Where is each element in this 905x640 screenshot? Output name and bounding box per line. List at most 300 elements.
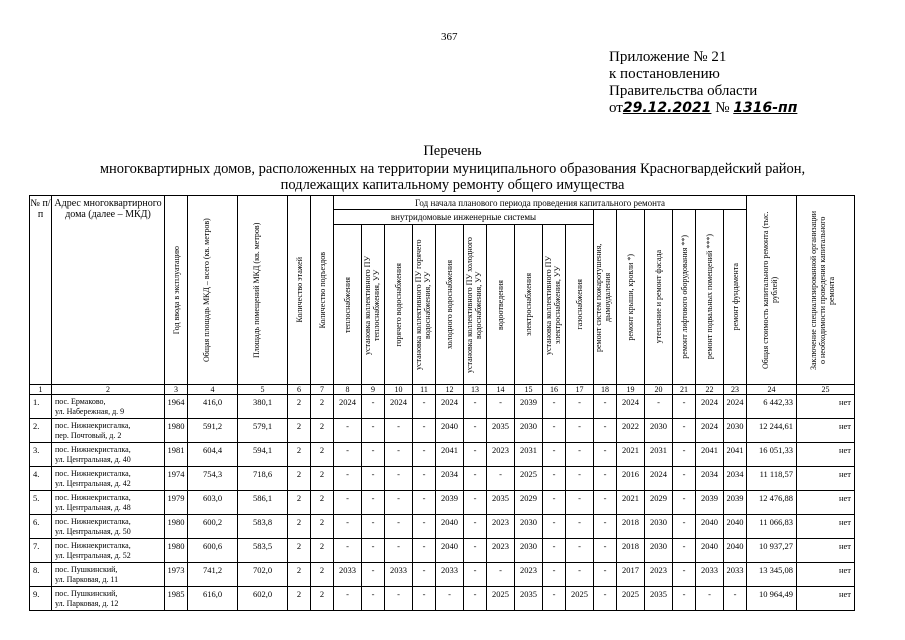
table-cell: 16 051,33: [747, 443, 797, 467]
table-cell: -: [566, 419, 594, 443]
table-cell: 2017: [617, 563, 645, 587]
table-cell: -: [543, 419, 566, 443]
table-cell: -: [543, 467, 566, 491]
table-row: [30, 587, 855, 611]
header-c10: горячего водоснабжения: [385, 225, 413, 385]
table-cell: 2030: [515, 419, 543, 443]
table-cell: -: [645, 395, 673, 419]
table-cell: -: [673, 419, 696, 443]
table-cell: 2: [311, 443, 334, 467]
table-cell: 718,6: [238, 467, 288, 491]
table-cell: -: [594, 395, 617, 419]
table-cell: 2: [288, 539, 311, 563]
header-c22: ремонт подвальных помещений ***): [696, 210, 724, 385]
table-cell: 2023: [487, 443, 515, 467]
column-number: 15: [515, 385, 543, 395]
table-cell: 2024: [385, 395, 413, 419]
appendix-line-1: Приложение № 21: [609, 49, 727, 65]
table-cell: 2040: [696, 515, 724, 539]
table-cell: 2: [311, 515, 334, 539]
table-cell: -: [566, 515, 594, 539]
table-cell: 2040: [724, 515, 747, 539]
number-prefix: №: [715, 100, 730, 116]
table-cell: 13 345,08: [747, 563, 797, 587]
table-cell: пос. Нижнекристалка, ул. Центральная, д. 42: [52, 467, 165, 491]
table-cell: нет: [797, 563, 855, 587]
table-cell: -: [594, 587, 617, 611]
table-cell: 1980: [165, 419, 188, 443]
table-cell: -: [673, 515, 696, 539]
table-cell: 600,6: [188, 539, 238, 563]
table-cell: 2021: [617, 491, 645, 515]
table-cell: 8.: [30, 563, 52, 587]
column-number: 19: [617, 385, 645, 395]
column-number: 8: [334, 385, 362, 395]
table-cell: 2033: [724, 563, 747, 587]
table-cell: 2030: [645, 539, 673, 563]
header-c11: установка коллективного ПУ горячего водоснабжения, УУ: [413, 225, 436, 385]
table-cell: 586,1: [238, 491, 288, 515]
table-cell: 2: [288, 419, 311, 443]
table-cell: 2040: [696, 539, 724, 563]
table-cell: -: [334, 515, 362, 539]
table-cell: нет: [797, 467, 855, 491]
table-cell: 2025: [515, 467, 543, 491]
table-cell: -: [673, 587, 696, 611]
appendix-line-2: к постановлению: [609, 66, 720, 82]
header-c19: ремонт крыши, кровли *): [617, 210, 645, 385]
table-cell: -: [413, 491, 436, 515]
table-cell: 2024: [724, 395, 747, 419]
table-cell: -: [385, 587, 413, 611]
table-cell: -: [566, 443, 594, 467]
table-row: [30, 491, 855, 515]
table-cell: 2023: [487, 515, 515, 539]
table-cell: 702,0: [238, 563, 288, 587]
table-cell: -: [673, 491, 696, 515]
table-row: [30, 419, 855, 443]
table-cell: 2033: [385, 563, 413, 587]
table-cell: пос. Нижнекристалка, ул. Центральная, д. 40: [52, 443, 165, 467]
table-cell: 741,2: [188, 563, 238, 587]
table-cell: 1981: [165, 443, 188, 467]
table-cell: 2025: [617, 587, 645, 611]
table-cell: -: [334, 491, 362, 515]
header-c8: теплоснабжения: [334, 225, 362, 385]
table-cell: нет: [797, 491, 855, 515]
houses-table: [29, 195, 855, 611]
table-cell: -: [543, 443, 566, 467]
table-cell: 579,1: [238, 419, 288, 443]
table-cell: -: [696, 587, 724, 611]
table-cell: 2035: [487, 491, 515, 515]
table-cell: 603,0: [188, 491, 238, 515]
table-cell: 2033: [696, 563, 724, 587]
column-numbers-row: [30, 385, 855, 395]
table-cell: -: [673, 395, 696, 419]
table-row: [30, 467, 855, 491]
table-row: [30, 515, 855, 539]
table-cell: 2024: [645, 467, 673, 491]
table-cell: 2041: [436, 443, 464, 467]
table-cell: -: [543, 395, 566, 419]
column-number: 4: [188, 385, 238, 395]
header-c13: установка коллективного ПУ холодного водоснабжения, УУ: [464, 225, 487, 385]
header-c18: ремонт систем пожаротушения, дымоудаления: [594, 210, 617, 385]
table-cell: 2039: [724, 491, 747, 515]
table-cell: -: [464, 515, 487, 539]
table-cell: -: [566, 467, 594, 491]
table-cell: 2021: [617, 443, 645, 467]
table-cell: -: [334, 419, 362, 443]
table-cell: 2022: [617, 419, 645, 443]
table-cell: -: [594, 539, 617, 563]
date-prefix: от: [609, 100, 623, 116]
table-cell: 2034: [436, 467, 464, 491]
table-cell: -: [543, 587, 566, 611]
table-cell: 2033: [334, 563, 362, 587]
table-cell: -: [673, 443, 696, 467]
doc-subtitle-2: подлежащих капитальному ремонту общего имущества: [280, 177, 625, 193]
table-cell: -: [413, 443, 436, 467]
table-cell: -: [487, 395, 515, 419]
table-cell: 2035: [487, 419, 515, 443]
column-number: 5: [238, 385, 288, 395]
column-number: 12: [436, 385, 464, 395]
column-number: 7: [311, 385, 334, 395]
table-cell: 594,1: [238, 443, 288, 467]
column-number: 1: [30, 385, 52, 395]
table-cell: 2: [288, 467, 311, 491]
table-cell: 2018: [617, 539, 645, 563]
header-c9: установка коллективного ПУ теплоснабжения, УУ: [362, 225, 385, 385]
table-cell: 10 937,27: [747, 539, 797, 563]
table-cell: -: [413, 419, 436, 443]
header-c14: водоотведения: [487, 225, 515, 385]
table-cell: -: [362, 491, 385, 515]
table-cell: 2: [311, 491, 334, 515]
table-cell: 2: [288, 515, 311, 539]
table-cell: -: [543, 515, 566, 539]
column-number: 25: [797, 385, 855, 395]
column-number: 13: [464, 385, 487, 395]
table-cell: 2041: [696, 443, 724, 467]
table-cell: -: [594, 515, 617, 539]
table-cell: 2035: [515, 587, 543, 611]
table-cell: -: [464, 539, 487, 563]
table-cell: 2031: [515, 443, 543, 467]
table-cell: -: [543, 491, 566, 515]
table-cell: 2.: [30, 419, 52, 443]
table-cell: 1980: [165, 515, 188, 539]
table-cell: 12 244,61: [747, 419, 797, 443]
page-number: 367: [441, 31, 458, 43]
table-cell: -: [385, 539, 413, 563]
table-cell: -: [464, 563, 487, 587]
table-cell: -: [413, 515, 436, 539]
table-cell: -: [464, 491, 487, 515]
table-cell: 5.: [30, 491, 52, 515]
column-number: 24: [747, 385, 797, 395]
table-cell: -: [594, 563, 617, 587]
handwritten-number: 1316-пп: [733, 100, 798, 116]
table-cell: 2023: [645, 563, 673, 587]
table-cell: пос. Нижнекристалка, ул. Центральная, д. 48: [52, 491, 165, 515]
header-premises-area: Площадь помещений МКД (кв. метров): [238, 196, 288, 385]
table-cell: 3.: [30, 443, 52, 467]
appendix-block: [609, 49, 797, 117]
table-cell: 416,0: [188, 395, 238, 419]
table-cell: 600,2: [188, 515, 238, 539]
table-cell: -: [334, 539, 362, 563]
table-cell: 7.: [30, 539, 52, 563]
table-cell: -: [436, 587, 464, 611]
table-cell: -: [566, 491, 594, 515]
table-cell: 754,3: [188, 467, 238, 491]
table-cell: -: [594, 443, 617, 467]
header-c20: утепление и ремонт фасада: [645, 210, 673, 385]
table-cell: 2024: [436, 395, 464, 419]
table-cell: 6 442,33: [747, 395, 797, 419]
table-cell: -: [487, 563, 515, 587]
table-cell: 2029: [515, 491, 543, 515]
table-cell: пос. Нижнекристалка, ул. Центральная, д. 52: [52, 539, 165, 563]
header-address: Адрес многоквартирного дома (далее – МКД): [52, 196, 165, 385]
table-cell: 2024: [617, 395, 645, 419]
table-cell: -: [464, 443, 487, 467]
table-cell: 2: [288, 563, 311, 587]
table-cell: -: [362, 467, 385, 491]
column-number: 6: [288, 385, 311, 395]
table-cell: -: [413, 395, 436, 419]
header-c17: газоснабжения: [566, 225, 594, 385]
table-row: [30, 395, 855, 419]
table-cell: -: [334, 587, 362, 611]
column-number: 22: [696, 385, 724, 395]
table-cell: -: [673, 539, 696, 563]
table-cell: 9.: [30, 587, 52, 611]
column-number: 14: [487, 385, 515, 395]
handwritten-date: 29.12.2021: [622, 100, 712, 116]
header-total-area: Общая площадь МКД – всего (кв. метров): [188, 196, 238, 385]
header-year: Год ввода в эксплуатацию: [165, 196, 188, 385]
doc-title: Перечень: [423, 143, 482, 159]
table-cell: 2040: [436, 515, 464, 539]
header-c25: Заключение специализированной организации о необходимости проведения капитального ремонта: [797, 196, 855, 385]
table-cell: -: [334, 443, 362, 467]
table-cell: 2025: [487, 587, 515, 611]
table-cell: -: [566, 395, 594, 419]
header-entrances: Количество подъездов: [311, 196, 334, 385]
table-cell: 2030: [515, 515, 543, 539]
column-number: 16: [543, 385, 566, 395]
table-cell: -: [594, 467, 617, 491]
table-cell: 2: [288, 443, 311, 467]
table-cell: 2: [288, 491, 311, 515]
table-cell: 2035: [645, 587, 673, 611]
table-cell: 2040: [436, 539, 464, 563]
table-cell: -: [566, 563, 594, 587]
table-cell: пос. Пушкинский, ул. Парковая, д. 11: [52, 563, 165, 587]
table-cell: 2040: [724, 539, 747, 563]
header-c12: холодного водоснабжения: [436, 225, 464, 385]
column-number: 23: [724, 385, 747, 395]
header-c15: электроснабжения: [515, 225, 543, 385]
table-cell: -: [362, 539, 385, 563]
table-cell: 583,5: [238, 539, 288, 563]
table-cell: -: [385, 443, 413, 467]
table-cell: 2025: [566, 587, 594, 611]
header-c16: установка коллективного ПУ электроснабжения, УУ: [543, 225, 566, 385]
table-cell: 2029: [645, 491, 673, 515]
table-cell: пос. Нижнекрисгалка, пер. Почтовый, д. 2: [52, 419, 165, 443]
header-no: № п/п: [30, 196, 52, 385]
table-cell: -: [464, 467, 487, 491]
table-cell: 2016: [617, 467, 645, 491]
header-utilities: внутридомовые инженерные системы: [334, 210, 594, 225]
table-cell: 2030: [515, 539, 543, 563]
table-cell: 1974: [165, 467, 188, 491]
table-cell: 2033: [436, 563, 464, 587]
appendix-line-3: Правительства области: [609, 83, 758, 99]
table-cell: нет: [797, 443, 855, 467]
table-cell: -: [362, 395, 385, 419]
table-cell: -: [334, 467, 362, 491]
table-cell: 1979: [165, 491, 188, 515]
table-cell: 591,2: [188, 419, 238, 443]
table-cell: нет: [797, 587, 855, 611]
table-cell: 4.: [30, 467, 52, 491]
table-cell: 6.: [30, 515, 52, 539]
doc-subtitle-1: многоквартирных домов, расположенных на территории муниципального образования Красногвардейский район,: [99, 161, 806, 177]
table-cell: 2034: [724, 467, 747, 491]
table-cell: 2: [311, 539, 334, 563]
table-cell: 2024: [696, 395, 724, 419]
column-number: 3: [165, 385, 188, 395]
table-cell: 602,0: [238, 587, 288, 611]
table-cell: -: [362, 443, 385, 467]
table-cell: 2039: [436, 491, 464, 515]
table-cell: -: [673, 467, 696, 491]
table-cell: нет: [797, 539, 855, 563]
table-cell: 2: [288, 587, 311, 611]
table-cell: -: [543, 539, 566, 563]
table-cell: 11 066,83: [747, 515, 797, 539]
table-cell: -: [543, 563, 566, 587]
table-cell: 2: [311, 587, 334, 611]
table-cell: 12 476,88: [747, 491, 797, 515]
table-cell: 2: [311, 395, 334, 419]
table-cell: -: [362, 563, 385, 587]
table-cell: 2039: [515, 395, 543, 419]
table-body: [30, 385, 855, 611]
column-number: 11: [413, 385, 436, 395]
table-cell: 2: [311, 563, 334, 587]
table-cell: -: [385, 467, 413, 491]
table-cell: 2: [311, 419, 334, 443]
table-cell: 2023: [515, 563, 543, 587]
table-cell: 2030: [645, 515, 673, 539]
table-cell: -: [362, 419, 385, 443]
table-cell: 1980: [165, 539, 188, 563]
table-cell: -: [464, 419, 487, 443]
table-cell: пос. Нижнекристалка, ул. Центральная, д. 50: [52, 515, 165, 539]
table-cell: 2040: [436, 419, 464, 443]
table-cell: пос. Пушкинский, ул. Парковая, д. 12: [52, 587, 165, 611]
table-cell: -: [566, 539, 594, 563]
table-cell: -: [385, 491, 413, 515]
table-cell: 2031: [645, 443, 673, 467]
table-cell: -: [413, 539, 436, 563]
table-cell: -: [413, 467, 436, 491]
header-c21: ремонт лифтового оборудования **): [673, 210, 696, 385]
table-cell: 2: [288, 395, 311, 419]
table-cell: 2018: [617, 515, 645, 539]
table-cell: 1985: [165, 587, 188, 611]
table-row: [30, 443, 855, 467]
table-cell: 2030: [724, 419, 747, 443]
table-cell: нет: [797, 515, 855, 539]
table-cell: -: [413, 587, 436, 611]
table-cell: 2024: [334, 395, 362, 419]
table-cell: -: [362, 515, 385, 539]
column-number: 21: [673, 385, 696, 395]
table-cell: 1.: [30, 395, 52, 419]
table-cell: 604,4: [188, 443, 238, 467]
column-number: 20: [645, 385, 673, 395]
table-cell: 2024: [696, 419, 724, 443]
table-cell: -: [464, 587, 487, 611]
header-period: Год начала планового периода проведения капитального ремонта: [334, 196, 747, 210]
column-number: 2: [52, 385, 165, 395]
table-cell: 1973: [165, 563, 188, 587]
table-cell: пос. Ермаково, ул. Набережная, д. 9: [52, 395, 165, 419]
header-floors: Количество этажей: [288, 196, 311, 385]
column-number: 17: [566, 385, 594, 395]
table-cell: 10 964,49: [747, 587, 797, 611]
table-cell: -: [673, 563, 696, 587]
column-number: 18: [594, 385, 617, 395]
appendix-date-line: [609, 100, 797, 117]
table-cell: 2034: [696, 467, 724, 491]
table-cell: 616,0: [188, 587, 238, 611]
table-cell: 2041: [724, 443, 747, 467]
column-number: 9: [362, 385, 385, 395]
header-c23: ремонт фундамента: [724, 210, 747, 385]
table-row: [30, 563, 855, 587]
column-number: 10: [385, 385, 413, 395]
table-cell: -: [385, 419, 413, 443]
table-cell: 583,8: [238, 515, 288, 539]
table-cell: 2: [311, 467, 334, 491]
table-cell: 380,1: [238, 395, 288, 419]
header-c24: Общая стоимость капитального ремонта (тыс. рублей): [747, 196, 797, 385]
table-cell: -: [385, 515, 413, 539]
table-cell: 2030: [645, 419, 673, 443]
table-cell: -: [724, 587, 747, 611]
table-cell: -: [487, 467, 515, 491]
table-cell: -: [594, 419, 617, 443]
table-cell: -: [413, 563, 436, 587]
table-cell: 2039: [696, 491, 724, 515]
table-cell: нет: [797, 395, 855, 419]
table-cell: нет: [797, 419, 855, 443]
table-cell: 2023: [487, 539, 515, 563]
table-cell: -: [594, 491, 617, 515]
table-cell: -: [362, 587, 385, 611]
table-cell: -: [464, 395, 487, 419]
table-row: [30, 539, 855, 563]
